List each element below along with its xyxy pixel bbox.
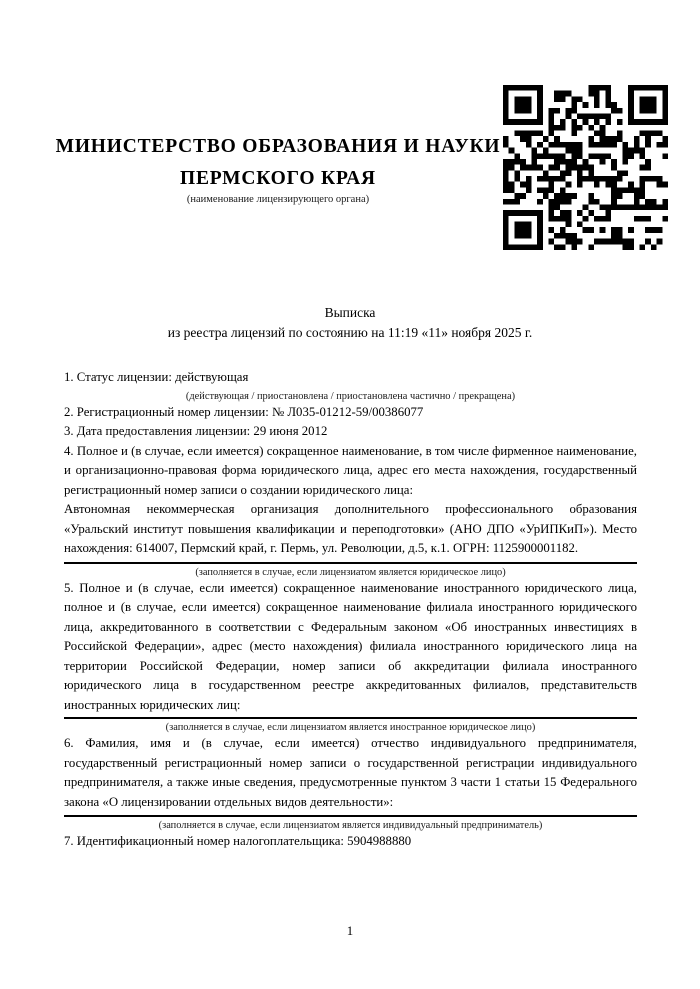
item-1-license-status: 1. Статус лицензии: действующая <box>64 370 249 384</box>
item-4-fill-line <box>64 562 637 564</box>
item-5-foreign-entity-label: 5. Полное и (в случае, если имеется) сокращенное наименование иностранного юридического лица, полное и (в случае, если имеется) сокращенное наименование филиала иностранного юридического лица, аккредитованного в соответствии с Федеральным законом «Об иностранных инвестициях в Российской Федерации», адрес (место нахождения) филиала иностранного юридического лица на территории Российской Федерации, номер записи об аккредитации филиала иностранного юридического лица в государственном реестре аккредитованных филиалов, представительств иностранных юридических лиц: <box>64 580 637 712</box>
licensing-authority-caption: (наименование лицензирующего органа) <box>186 194 370 205</box>
ministry-name-line2: ПЕРМСКОГО КРАЯ <box>180 168 376 189</box>
item-4-legal-entity-value: Автономная некоммерческая организация дополнительного профессионального образования «Уральский институт повышения квалификации и переподготовки» (АНО ДПО «УрИПКиП»). Место нахождения: 614007, Пермский край, г. Пермь, ул. Революции, д.5, к.1. ОГРН: 1125900001182. <box>64 502 637 555</box>
qr-code-image <box>503 85 668 250</box>
item-6-fill-line <box>64 815 637 817</box>
document-title <box>0 303 700 343</box>
document-title-line1: Выписка <box>324 305 376 320</box>
qr-code-svg <box>503 85 668 250</box>
item-4-legal-entity-caption: (заполняется в случае, если лицензиатом является юридическое лицо) <box>195 566 506 578</box>
document-title-line2: из реестра лицензий по состоянию на 11:19 «11» ноября 2025 г. <box>167 325 533 340</box>
item-5-fill-line <box>64 717 637 719</box>
item-4-legal-entity-label: 4. Полное и (в случае, если имеется) сокращенное наименование, в том числе фирменное наименование, и организационно-правовая форма юридического лица, адрес его места нахождения, государственный регистрационный номер записи о создании юридического лица: <box>64 443 637 497</box>
licensing-authority-name <box>53 131 503 195</box>
page-number: 1 <box>346 924 354 938</box>
item-1-status-options-caption: (действующая / приостановлена / приостановлена частично / прекращена) <box>185 390 516 402</box>
item-6-entrepreneur-caption: (заполняется в случае, если лицензиатом является индивидуальный предприниматель) <box>158 820 543 831</box>
item-6-entrepreneur-label: 6. Фамилия, имя и (в случае, если имеется) отчество индивидуального предпринимателя, государственный регистрационный номер записи о государственной регистрации индивидуального предпринимателя, а также иные сведения, предусмотренные пунктом 3 части 1 статьи 15 Федерального закона «О лицензировании отдельных видов деятельности»: <box>64 736 637 809</box>
item-3-grant-date: 3. Дата предоставления лицензии: 29 июня 2012 <box>64 424 328 438</box>
document-body <box>64 368 637 852</box>
item-2-registration-number: 2. Регистрационный номер лицензии: № Л035-01212-59/00386077 <box>64 404 424 419</box>
item-5-foreign-entity-caption: (заполняется в случае, если лицензиатом является иностранное юридическое лицо) <box>165 722 536 733</box>
ministry-name-line1: МИНИСТЕРСТВО ОБРАЗОВАНИЯ И НАУКИ <box>55 136 501 157</box>
item-7-taxpayer-number: 7. Идентификационный номер налогоплательщика: 5904988880 <box>64 834 412 848</box>
